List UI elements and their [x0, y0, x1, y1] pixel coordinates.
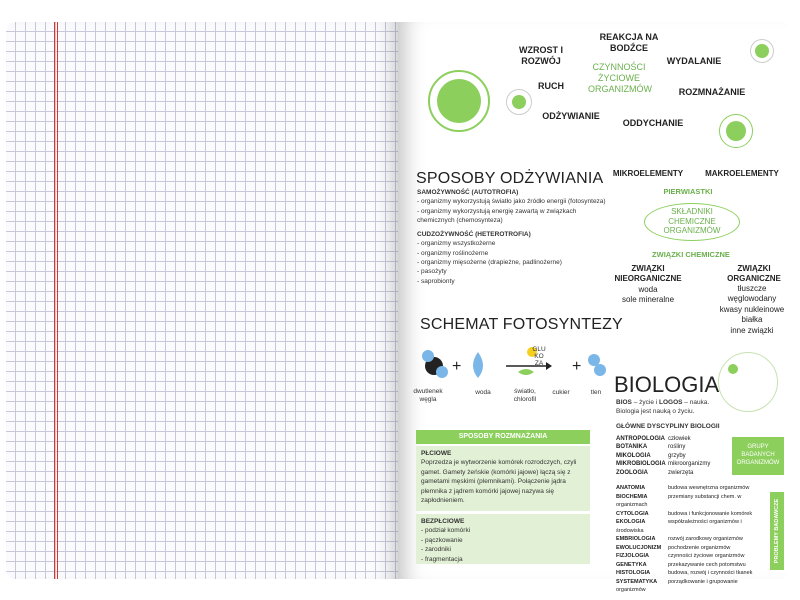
- life-fn-wzrost: WZROST I ROZWÓJ: [519, 45, 563, 66]
- glucose-label: GLU KO ZA: [532, 346, 546, 368]
- organic-item: białka: [741, 315, 763, 325]
- heterotrophy-title: CUDZOŻYWNOŚĆ (HETEROTROFIA): [417, 230, 531, 238]
- problem-row: EWOLUCJONIZM pochodzenie organizmów: [616, 544, 731, 551]
- macro-elements: MAKROELEMENTY: [705, 169, 779, 178]
- co2-label: dwutlenek węgla: [413, 388, 443, 403]
- group-row: ZOOLOGIA zwierzęta: [616, 469, 694, 476]
- problems-box-label: PROBLEMY BADAWCZE: [774, 498, 780, 564]
- right-page-infographic: [398, 22, 790, 594]
- water-drop-icon: [473, 352, 483, 378]
- problem-row: FIZJOLOGIA czynności życiowe organizmów: [616, 553, 745, 560]
- asexual-item: - zarodniki: [421, 545, 585, 554]
- autotrophy-item: - organizmy wykorzystują energię zawartą w związkach chemicznych (chemosynteza): [417, 207, 612, 226]
- plus-sign: +: [452, 358, 462, 375]
- problem-row: CYTOLOGIA budowa i funkcjonowanie komórek: [616, 510, 753, 517]
- bios-word: BIOS: [616, 399, 632, 406]
- problem-row: HISTOLOGIA budowa, rozwój i czynności tkanek: [616, 570, 753, 577]
- sexual-text: Poprzedza je wytworzenie komórek rozrodczych, czyli gamet. Gamety żeńskie (komórki jajowe) łączą się z gametami męskimi (plemnikami). Połączenie jądra plemnika z jądrem komórki jajowej nazywa się zapłodnieniem.: [421, 459, 577, 505]
- sexual-title: PŁCIOWE: [421, 450, 452, 457]
- problem-row: BIOCHEMIA przemiany substancji chem. w organizmach: [616, 493, 742, 509]
- organic-item: inne związki: [730, 325, 774, 335]
- group-row: ANTROPOLOGIA człowiek: [616, 436, 691, 442]
- heterotrophy-item: - saprobionty: [417, 277, 612, 286]
- life-fn-center: CZYNNOŚCI ŻYCIOWE ORGANIZMÓW: [588, 62, 652, 94]
- problem-row: EMBRIOLOGIA rozwój zarodkowy organizmów: [616, 536, 743, 543]
- sugar-label: cukier: [552, 389, 570, 396]
- groups-list: [616, 435, 726, 477]
- biology-title: BIOLOGIA: [614, 372, 720, 397]
- o2-atom2-icon: [594, 364, 606, 376]
- co2-oxygen-icon: [422, 350, 434, 362]
- heterotrophy-item: - organizmy mięsożerne (drapieżne, padlinożerne): [417, 258, 612, 267]
- problem-row: GENETYKA przekazywanie cech potomstwu: [616, 561, 746, 568]
- heterotrophy-item: - organizmy wszystkożerne: [417, 239, 612, 248]
- autotrophy-title: SAMOŻYWNOŚĆ (AUTOTROFIA): [417, 189, 519, 196]
- small-circle-inner-icon: [512, 95, 526, 109]
- organic-list: [712, 284, 792, 336]
- asexual-list: [421, 526, 585, 564]
- micro-elements: MIKROELEMENTY: [612, 169, 684, 178]
- right-circle-inner-icon: [726, 121, 746, 141]
- water-label: woda: [475, 389, 491, 396]
- left-page-graph-paper: [6, 22, 398, 579]
- photosynthesis-diagram: [422, 342, 622, 392]
- logos-word: LOGOS: [659, 399, 683, 406]
- reproduction-header: SPOSOBY ROZMNAŻANIA: [416, 430, 590, 444]
- life-fn-odzywianie: ODŻYWIANIE: [542, 111, 600, 121]
- co2-oxygen2-icon: [436, 366, 448, 378]
- chem-components-label: SKŁADNIKI CHEMICZNE ORGANIZMÓW: [663, 207, 721, 236]
- reproduction-sexual-box: [416, 446, 590, 511]
- big-green-circle-inner-icon: [437, 79, 481, 123]
- life-fn-wydalanie: WYDALANIE: [666, 56, 722, 66]
- life-fn-oddychanie: ODDYCHANIE: [622, 118, 684, 128]
- life-fn-rozmnazanie: ROZMNAŻANIE: [678, 87, 746, 97]
- organic-item: tłuszcze: [737, 284, 767, 293]
- life-fn-reakcja: REAKCJA NA BODŹCE: [599, 32, 659, 53]
- groups-box: GRUPY BADANYCH ORGANIZMÓW: [732, 437, 784, 475]
- nutrition-title: SPOSOBY ODŻYWIANIA: [416, 170, 604, 187]
- organic-title: ZWIĄZKI ORGANICZNE: [727, 264, 781, 283]
- problem-row: ANATOMIA budowa wewnętrzna organizmów: [616, 485, 750, 491]
- heterotrophy-list: [417, 239, 612, 286]
- disciplines-title: GŁÓWNE DYSCYPLINY BIOLOGII: [616, 423, 720, 430]
- group-row: BOTANIKA rośliny: [616, 444, 686, 451]
- organic-item: kwasy nukleinowe: [719, 304, 785, 314]
- oxygen-label: tlen: [590, 389, 602, 396]
- light-label: światło, chlorofil: [513, 388, 537, 403]
- asexual-title: BEZPŁCIOWE: [421, 518, 465, 525]
- zwiazki-chemiczne-label: ZWIĄZKI CHEMICZNE: [652, 250, 730, 259]
- asexual-item: - podział komórki: [421, 526, 585, 535]
- group-row: MIKOLOGIA grzyby: [616, 452, 686, 459]
- autotrophy-list: [417, 197, 612, 225]
- group-row: MIKROBIOLOGIA mikroorganizmy: [616, 461, 711, 468]
- biology-line2: Biologia jest nauką o życiu.: [616, 408, 695, 416]
- top-right-circle-inner-icon: [755, 44, 769, 58]
- asexual-item: - pączkowanie: [421, 536, 585, 545]
- heterotrophy-item: - pasożyty: [417, 267, 612, 276]
- svg-text:+: +: [572, 358, 582, 375]
- inorganic-title: ZWIĄZKI NIEORGANICZNE: [614, 264, 682, 283]
- heterotrophy-item: - organizmy roślinożerne: [417, 249, 612, 258]
- organic-item: węglowodany: [727, 294, 777, 304]
- deco-dot-icon: [728, 364, 738, 374]
- logos-text: – nauka.: [682, 399, 710, 406]
- problem-row: SYSTEMATYKA porządkowanie i grupowanie organizmów: [616, 578, 738, 594]
- asexual-item: - fragmentacja: [421, 555, 585, 564]
- biology-definition: [616, 398, 746, 417]
- problems-list: [616, 484, 766, 595]
- nutrition-body: [417, 188, 612, 286]
- autotrophy-item: - organizmy wykorzystują światło jako źródło energii (fotosynteza): [417, 197, 612, 206]
- bios-text: – życie i: [631, 399, 659, 406]
- inorganic-salts: sole mineralne: [621, 295, 675, 304]
- leaf-icon: [518, 369, 534, 375]
- pierwiastki-label: PIERWIASTKI: [663, 187, 713, 196]
- reproduction-asexual-box: [416, 514, 590, 564]
- photosynthesis-title: SCHEMAT FOTOSYNTEZY: [420, 316, 623, 333]
- inorganic-water: woda: [638, 285, 658, 294]
- problem-row: EKOLOGIA współzależności organizmów i środowiska: [616, 519, 742, 534]
- life-fn-ruch: RUCH: [538, 81, 564, 91]
- o2-atom-icon: [588, 354, 600, 366]
